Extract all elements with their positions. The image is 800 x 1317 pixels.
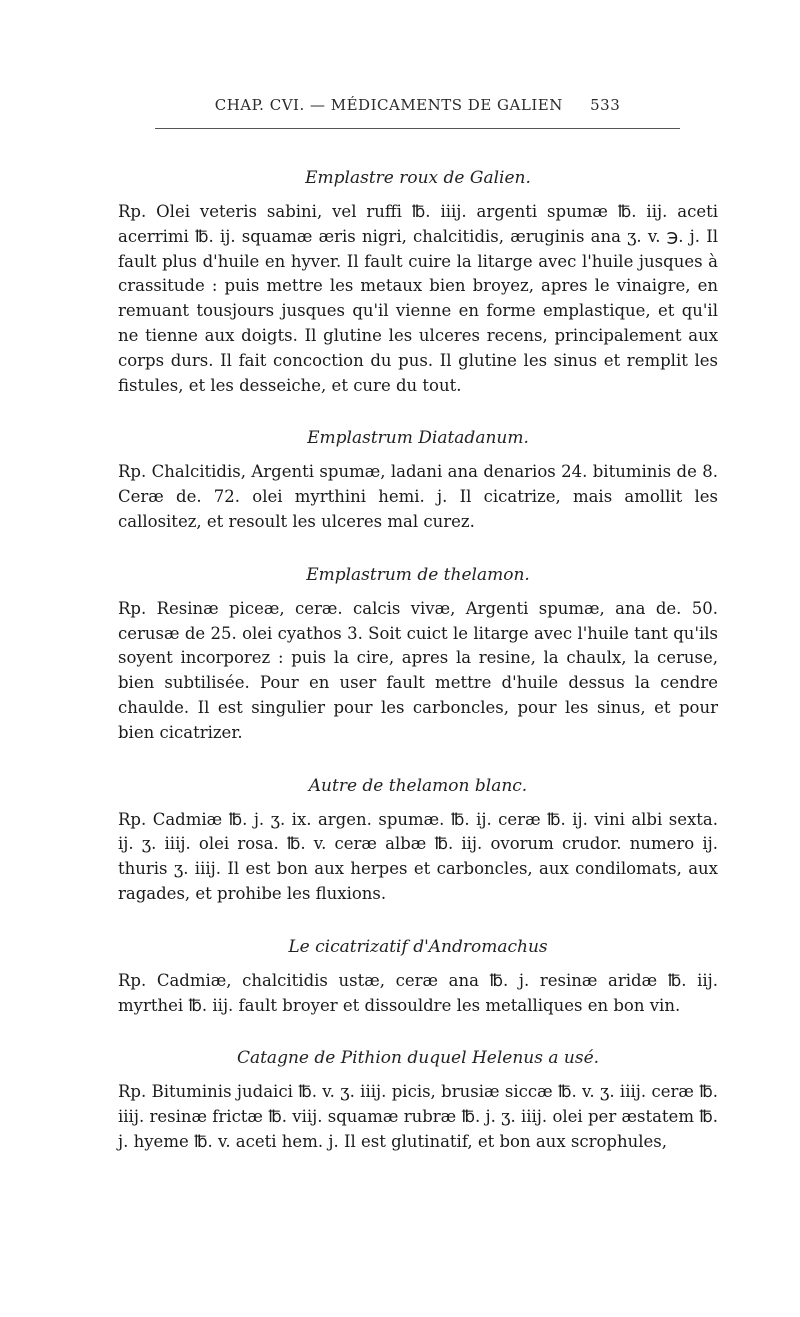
section-body: Rp. Resinæ piceæ, ceræ. calcis vivæ, Argenti spumæ, ana de. 50. cerusæ de 25. olei cyathos 3. Soit cuict le litarge avec l'huile tant qu'ils soyent incorporez : puis la cire, apres la resine, la chaulx, la ceruse, bien subtilisée. Pour en user fault mettre d'huile dessus la cendre chaulde. Il est singulier pour les carboncles, pour les sinus, et pour bien cicatrizer. xyxy=(118,598,718,742)
running-header xyxy=(155,96,680,114)
section-title: Emplastrum Diatadanum. xyxy=(307,428,529,449)
section-title: Emplastrum de thelamon. xyxy=(306,564,530,585)
section-title: Emplastre roux de Galien. xyxy=(305,168,531,188)
section-catagne xyxy=(118,1048,718,1154)
section-body: Rp. Cadmiæ, chalcitidis ustæ, ceræ ana ℔. j. resinæ aridæ ℔. iij. myrthei ℔. iij. fault broyer et dissouldre les metalliques en bon vin. xyxy=(118,970,718,1015)
section-title: Le cicatrizatif d'Andromachus xyxy=(288,936,548,957)
header-text: CHAP. CVI. — MÉDICAMENTS DE GALIEN xyxy=(214,96,563,114)
section-body: Rp. Cadmiæ ℔. j. ʒ. ix. argen. spumæ. ℔. ij. ceræ ℔. ij. vini albi sexta. ij. ʒ. iiij. olei rosa. ℔. v. ceræ albæ ℔. iij. ovorum crudor. numero ij. thuris ʒ. iiij. Il est bon aux herpes et carboncles, aux condilomats, aux ragades, et prohibe les fluxions. xyxy=(118,809,718,903)
section-emplastre-roux xyxy=(118,168,718,398)
section-diatadanum xyxy=(118,428,718,534)
section-body: Rp. Chalcitidis, Argenti spumæ, ladani ana denarios 24. bituminis de 8. Ceræ de. 72. olei myrthini hemi. j. Il cicatrize, mais amollit les callositez, et resoult les ulceres mal curez. xyxy=(118,462,718,531)
section-body: Rp. Bituminis judaici ℔. v. ʒ. iiij. picis, brusiæ siccæ ℔. v. ʒ. iiij. ceræ ℔. iiij. resinæ frictæ ℔. viij. squamæ rubræ ℔. j. ʒ. iiij. olei per æstatem ℔. j. hyeme ℔. v. aceti hem. j. Il est glutinatif, et bon aux scrophules, xyxy=(118,1082,718,1151)
page-number: 533 xyxy=(590,96,621,114)
section-thelamon-blanc xyxy=(118,776,718,907)
header-rule xyxy=(155,128,680,129)
section-thelamon xyxy=(118,565,718,746)
section-body: Rp. Olei veteris sabini, vel ruffi ℔. iiij. argenti spumæ ℔. iij. aceti acerrimi ℔. ij. squamæ æris nigri, chalcitidis, æruginis ana ʒ. v. ℈. j. Il fault plus d'huile en hyver. Il fault cuire la litarge avec l'huile jusques à crassitude : puis mettre les metaux bien broyez, apres le vinaigre, en remuant tousjours jusques qu'il vienne en forme emplastique, et qu'il ne tienne aux doigts. Il glutine les ulceres recens, principalement aux corps durs. Il fait concoction du pus. Il glutine les sinus et remplit les fistules, et les desseiche, et cure du tout. xyxy=(118,202,718,395)
section-cicatrizatif xyxy=(118,937,718,1019)
section-title: Autre de thelamon blanc. xyxy=(308,775,528,796)
section-title: Catagne de Pithion duquel Helenus a usé. xyxy=(236,1048,600,1069)
page-content xyxy=(118,138,718,1155)
